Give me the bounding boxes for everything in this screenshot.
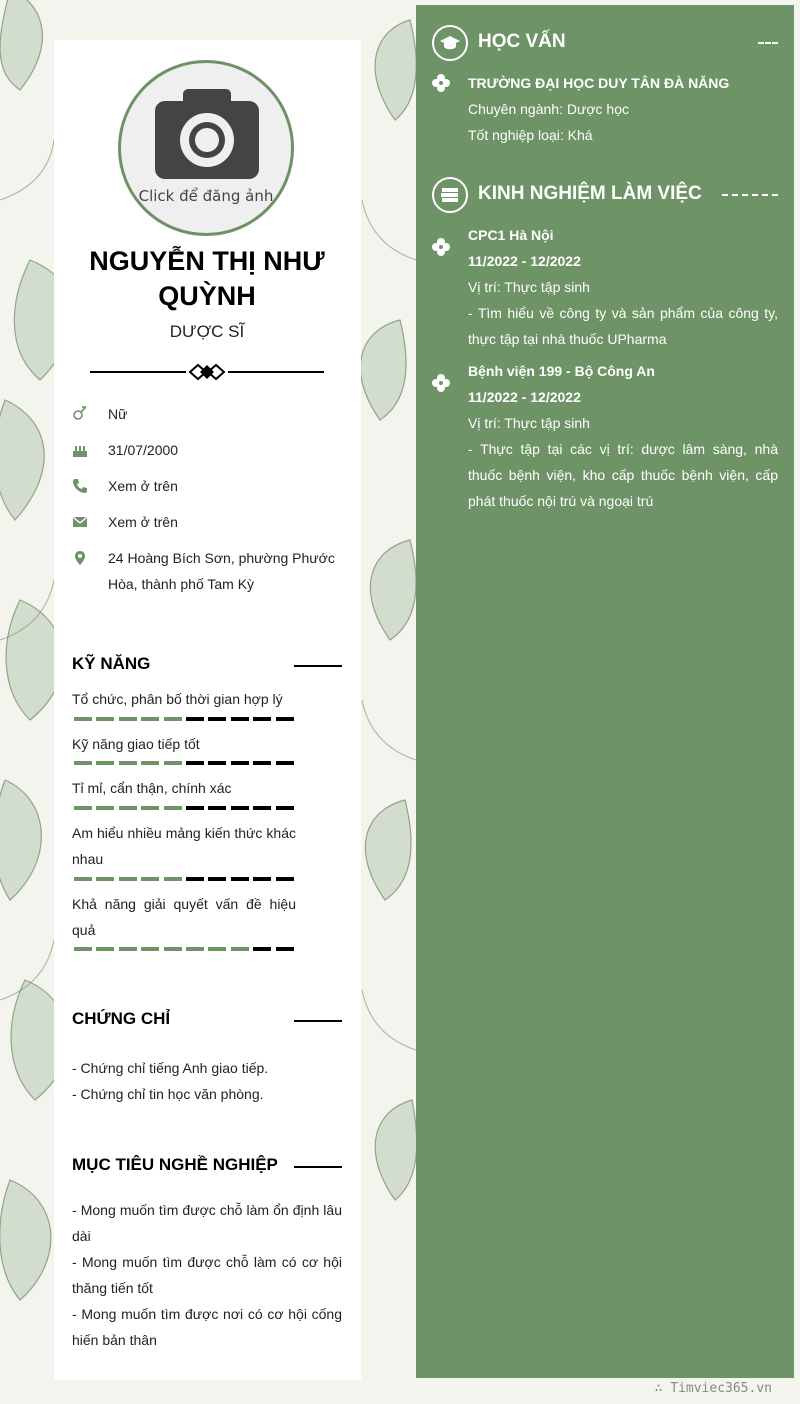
skill-segment-filled: [74, 947, 92, 951]
skill-segment-filled: [141, 877, 159, 881]
graduation-cap-icon: [432, 25, 468, 61]
skill-segment-filled: [164, 761, 182, 765]
photo-caption: Click để đăng ảnh: [138, 187, 274, 205]
skill-name: Khả năng giải quyết vấn đề hiệu quả: [72, 896, 296, 938]
skill-segment-filled: [74, 806, 92, 810]
flower-bullet-icon: [432, 374, 450, 392]
skill-level-bar: [74, 717, 298, 721]
job-description: - Tìm hiểu về công ty và sản phẩm của công ty, thực tập tại nhà thuốc UPharma: [468, 305, 778, 347]
footer-brand: ∴ Timviec365.vn: [654, 1381, 772, 1396]
skill-name: Am hiểu nhiều mảng kiến thức khác nhau: [72, 825, 296, 867]
experience-item: [468, 222, 778, 352]
skill-segment-empty: [276, 717, 294, 721]
work-period: 11/2022 - 12/2022: [468, 389, 581, 405]
info-text: Xem ở trên: [108, 478, 178, 494]
info-text: 31/07/2000: [108, 442, 179, 458]
career-goals-heading: MỤC TIÊU NGHỀ NGHIỆP: [72, 1155, 342, 1175]
candidate-name: NGUYỄN THỊ NHƯ QUỲNH: [89, 246, 325, 311]
skill-level-bar: [74, 947, 298, 951]
skill-segment-empty: [253, 717, 271, 721]
goal-item: - Mong muốn tìm được nơi có cơ hội cống hiến bản thân: [72, 1306, 342, 1348]
position: Vị trí: Thực tập sinh: [468, 279, 590, 295]
birthday-cake-icon: [72, 442, 88, 458]
skill-segment-filled: [74, 717, 92, 721]
flower-bullet-icon: [432, 238, 450, 256]
skill-segment-filled: [141, 717, 159, 721]
skill-segment-empty: [253, 806, 271, 810]
grade: Tốt nghiệp loại: Khá: [468, 127, 593, 143]
experience-item: [468, 358, 778, 514]
skill-segment-empty: [231, 877, 249, 881]
experience-heading: KINH NGHIỆM LÀM VIỆC: [432, 177, 778, 215]
skill-level-bar: [74, 806, 298, 810]
major: Chuyên ngành: Dược học: [468, 101, 629, 117]
skill-segment-filled: [96, 761, 114, 765]
skill-segment-empty: [186, 877, 204, 881]
education-item: [468, 70, 778, 148]
skill-segment-filled: [231, 947, 249, 951]
certificate-item: - Chứng chỉ tin học văn phòng.: [72, 1086, 264, 1102]
map-pin-icon: [72, 550, 88, 566]
company-name: CPC1 Hà Nội: [468, 227, 554, 243]
skill-segment-empty: [253, 947, 271, 951]
skill-segment-filled: [96, 947, 114, 951]
skill-segment-filled: [186, 947, 204, 951]
skill-segment-filled: [96, 717, 114, 721]
skill-segment-empty: [208, 806, 226, 810]
avatar-upload[interactable]: [118, 60, 294, 236]
skill-segment-filled: [96, 877, 114, 881]
skill-segment-filled: [164, 877, 182, 881]
gender-icon: [72, 406, 88, 422]
skill-segment-empty: [231, 761, 249, 765]
skill-name: Tỉ mỉ, cẩn thận, chính xác: [72, 780, 232, 796]
job-title: DƯỢC SĨ: [169, 322, 245, 341]
skill-segment-empty: [253, 877, 271, 881]
skill-segment-empty: [208, 717, 226, 721]
skill-segment-filled: [164, 717, 182, 721]
skill-segment-filled: [141, 761, 159, 765]
info-text: Xem ở trên: [108, 514, 178, 530]
school-name: TRƯỜNG ĐẠI HỌC DUY TÂN ĐÀ NẴNG: [468, 75, 730, 91]
skill-segment-filled: [164, 806, 182, 810]
skill-segment-filled: [96, 806, 114, 810]
skill-segment-filled: [119, 717, 137, 721]
education-heading: HỌC VẤN: [432, 25, 778, 63]
work-period: 11/2022 - 12/2022: [468, 253, 581, 269]
info-text: 24 Hoàng Bích Sơn, phường Phước Hòa, thành phố Tam Kỳ: [108, 550, 335, 592]
skill-level-bar: [74, 877, 298, 881]
skill-segment-filled: [119, 761, 137, 765]
skill-name: Kỹ năng giao tiếp tốt: [72, 736, 200, 752]
skill-segment-empty: [276, 947, 294, 951]
skill-segment-empty: [276, 761, 294, 765]
skill-segment-filled: [119, 806, 137, 810]
skill-segment-empty: [231, 717, 249, 721]
skill-segment-filled: [164, 947, 182, 951]
skill-segment-filled: [74, 877, 92, 881]
company-name: Bệnh viện 199 - Bộ Công An: [468, 363, 655, 379]
skill-segment-filled: [119, 947, 137, 951]
position: Vị trí: Thực tập sinh: [468, 415, 590, 431]
skill-segment-empty: [186, 717, 204, 721]
skill-segment-empty: [208, 877, 226, 881]
skill-segment-empty: [231, 806, 249, 810]
skill-segment-empty: [186, 761, 204, 765]
goal-item: - Mong muốn tìm được chỗ làm ổn định lâu dài: [72, 1202, 342, 1244]
skill-name: Tổ chức, phân bố thời gian hợp lý: [72, 691, 283, 707]
flower-bullet-icon: [432, 74, 450, 92]
phone-icon: [72, 478, 88, 494]
skill-segment-empty: [276, 806, 294, 810]
right-column-panel: [416, 5, 794, 1378]
ornament-divider: [90, 362, 324, 382]
skills-heading: KỸ NĂNG: [72, 654, 342, 674]
skill-segment-filled: [74, 761, 92, 765]
book-stack-icon: [432, 177, 468, 213]
camera-icon: [155, 87, 259, 179]
skill-segment-filled: [141, 806, 159, 810]
skill-segment-empty: [253, 761, 271, 765]
envelope-icon: [72, 514, 88, 530]
goal-item: - Mong muốn tìm được chỗ làm có cơ hội thăng tiến tốt: [72, 1254, 342, 1296]
job-description: - Thực tập tại các vị trí: dược lâm sàng, nhà thuốc bệnh viện, kho cấp thuốc bệnh viện, cấp phát thuốc nội trú và ngoại trú: [468, 441, 778, 509]
skill-segment-empty: [276, 877, 294, 881]
skill-segment-filled: [141, 947, 159, 951]
skill-segment-empty: [186, 806, 204, 810]
certificates-heading: CHỨNG CHỈ: [72, 1009, 342, 1029]
skill-level-bar: [74, 761, 298, 765]
skill-segment-filled: [208, 947, 226, 951]
skill-segment-filled: [119, 877, 137, 881]
skill-segment-empty: [208, 761, 226, 765]
certificate-item: - Chứng chỉ tiếng Anh giao tiếp.: [72, 1060, 269, 1076]
info-text: Nữ: [108, 406, 128, 422]
